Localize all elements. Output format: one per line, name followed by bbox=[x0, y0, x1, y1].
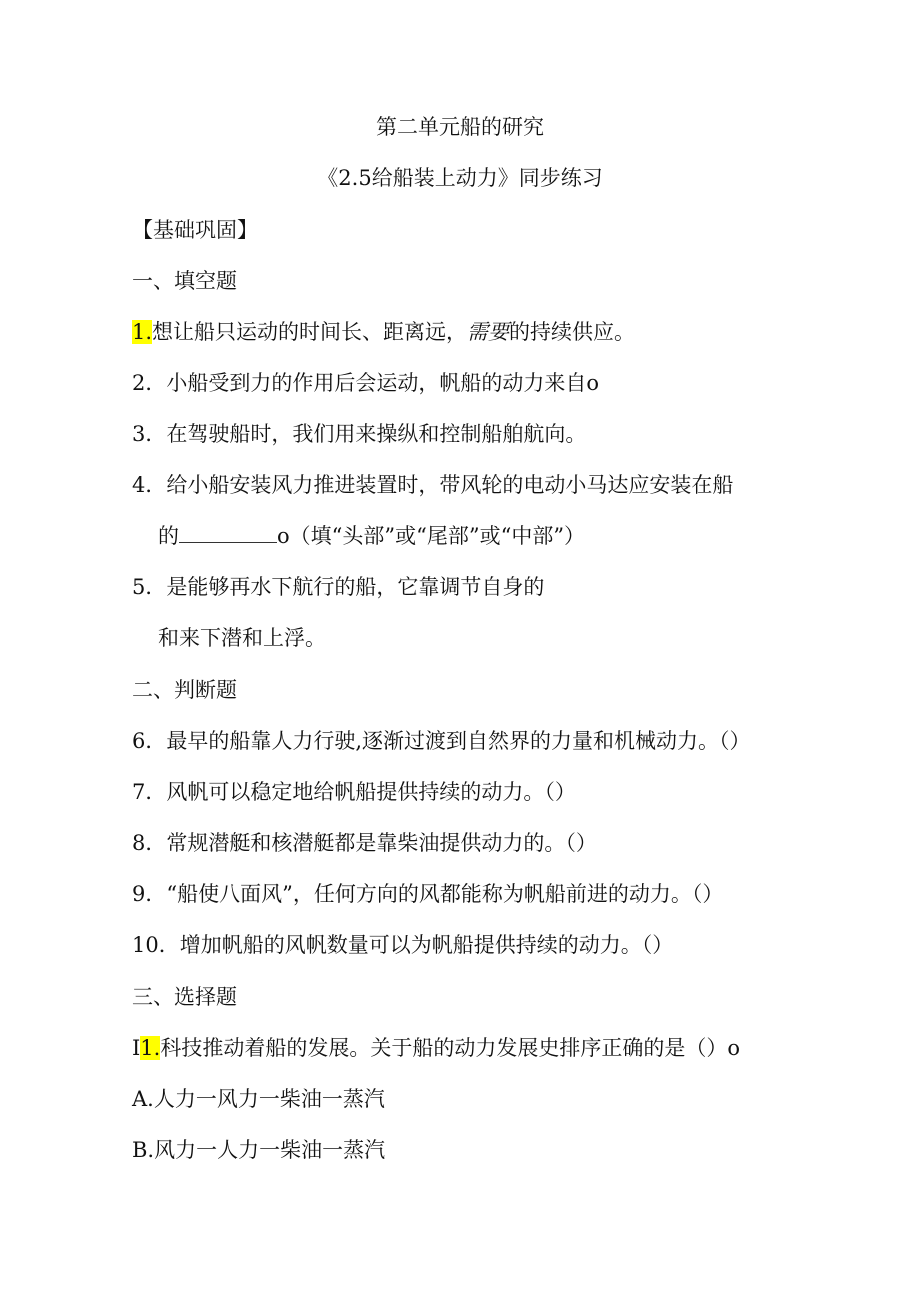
question-1 bbox=[132, 318, 635, 346]
section-tag: 【基础巩固】 bbox=[132, 218, 258, 242]
lesson-title: 《2.5给船装上动力》同步练习 bbox=[317, 166, 603, 190]
choice-heading: 三、选择题 bbox=[132, 985, 237, 1009]
question-6: 6．最早的船靠人力行驶,逐渐过渡到自然界的力量和机械动力。（） bbox=[132, 729, 751, 753]
question-7: 7．风帆可以稳定地给帆船提供持续的动力。（） bbox=[132, 780, 576, 804]
question-4-text-b: o（填“头部”或“尾部”或“中部”） bbox=[277, 524, 586, 548]
question-4-text-a: 的 bbox=[158, 524, 179, 548]
question-1-text-a: 想让船只运动的时间长、距离远， bbox=[152, 320, 468, 344]
question-11-text: 科技推动着船的发展。关于船的动力发展史排序正确的是（）o bbox=[160, 1036, 740, 1060]
question-5-line-1: 5．是能够再水下航行的船，它靠调节自身的 bbox=[132, 575, 545, 599]
question-1-number: 1. bbox=[132, 320, 153, 344]
question-8: 8．常规潜艇和核潜艇都是靠柴油提供动力的。（） bbox=[132, 831, 597, 855]
question-3: 3．在驾驶船时，我们用来操纵和控制船舶航向。 bbox=[132, 422, 587, 446]
question-9: 9．“船使八面风”，任何方向的风都能称为帆船前进的动力。（） bbox=[132, 882, 724, 906]
option-b: B.风力一人力一柴油一蒸汽 bbox=[132, 1138, 386, 1162]
judge-heading: 二、判断题 bbox=[132, 678, 237, 702]
option-a: A.人力一风力一柴油一蒸汽 bbox=[132, 1087, 385, 1111]
question-4-line-1: 4．给小船安装风力推进装置时，带风轮的电动小马达应安装在船 bbox=[132, 473, 734, 497]
question-11-number: 1. bbox=[140, 1036, 161, 1060]
question-1-text-em: 需要 bbox=[467, 320, 510, 344]
question-2: 2．小船受到力的作用后会运动，帆船的动力来自o bbox=[132, 371, 600, 395]
question-11 bbox=[132, 1034, 740, 1062]
answer-blank bbox=[179, 524, 277, 543]
unit-title: 第二单元船的研究 bbox=[376, 115, 544, 139]
question-10: 10．增加帆船的风帆数量可以为帆船提供持续的动力。（） bbox=[132, 933, 674, 957]
question-4-line-2 bbox=[158, 522, 585, 550]
question-1-text-b: 的持续供应。 bbox=[509, 320, 636, 344]
question-11-prefix: I bbox=[132, 1036, 141, 1060]
question-5-line-2: 和来下潜和上浮。 bbox=[158, 626, 326, 650]
fill-blank-heading: 一、填空题 bbox=[132, 269, 237, 293]
